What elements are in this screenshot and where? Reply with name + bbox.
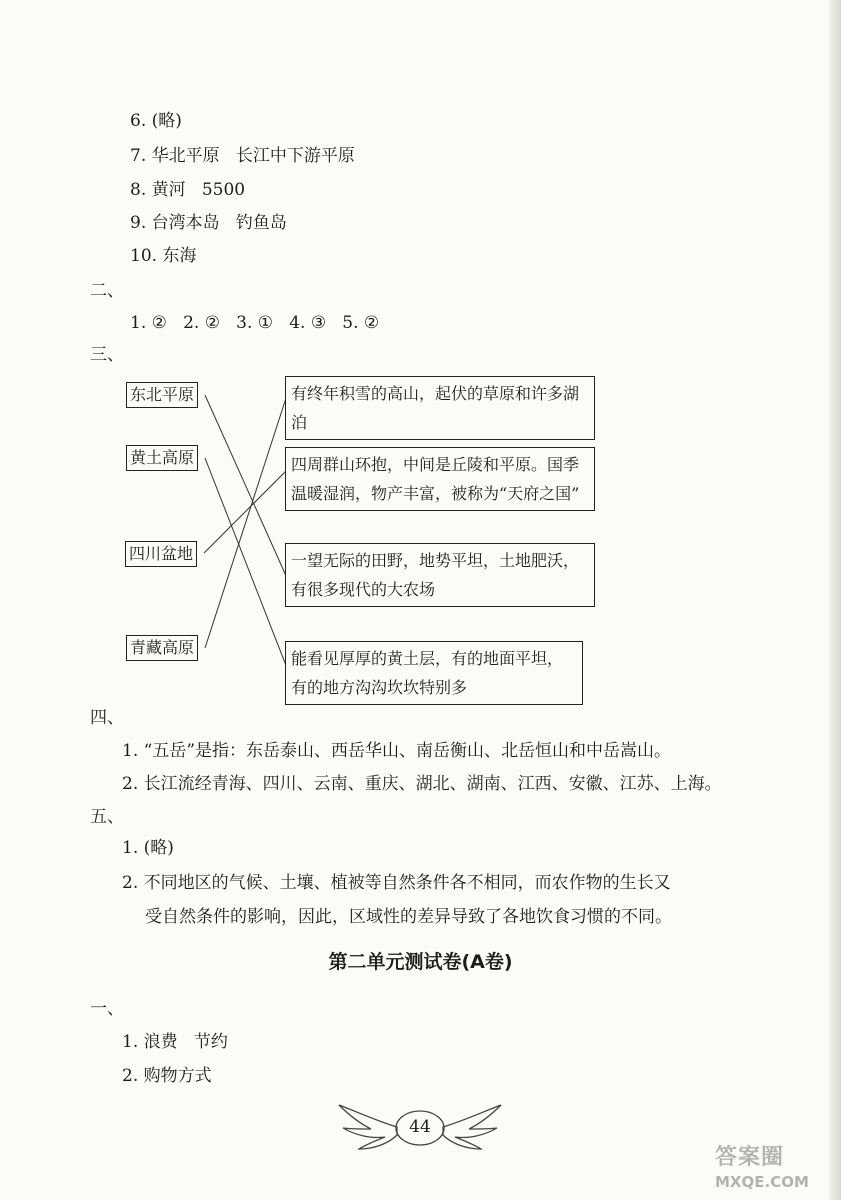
section-5-item-1: 1. (略) — [122, 838, 174, 858]
section-5-item-2-line-1: 2. 不同地区的气候、土壤、植被等自然条件各不相同，而农作物的生长又 — [122, 873, 671, 893]
match-line-loess-plateau — [205, 458, 287, 668]
page-number: 44 — [409, 1117, 431, 1137]
unit-2-test-title: 第二单元测试卷(A卷) — [328, 951, 513, 973]
description-box-land-of-abundance: 四周群山环抱，中间是丘陵和平原。国季温暖湿润，物产丰富，被称为“天府之国” — [285, 447, 595, 511]
answer-item-10: 10. 东海 — [130, 246, 197, 266]
answer-item-9: 9. 台湾本岛 钓鱼岛 — [130, 213, 287, 233]
scan-page-edge — [829, 0, 841, 1200]
match-line-sichuan-basin — [204, 470, 287, 553]
unit-2-item-1: 1. 浪费 节约 — [122, 1032, 228, 1052]
region-box-northeast-plain: 东北平原 — [126, 382, 198, 408]
answer-item-6: 6. (略) — [130, 111, 182, 131]
section-4-item-1: 1. “五岳”是指：东岳泰山、西岳华山、南岳衡山、北岳恒山和中岳嵩山。 — [122, 741, 672, 761]
unit-2-item-2: 2. 购物方式 — [122, 1066, 212, 1086]
description-box-loess-layer: 能看见厚厚的黄土层，有的地面平坦，有的地方沟沟坎坎特别多 — [285, 641, 583, 705]
match-line-tibet-plateau — [205, 395, 287, 648]
watermark-url: MXQE.COM — [715, 1173, 809, 1191]
section-5-heading: 五、 — [90, 807, 124, 827]
answer-item-7: 7. 华北平原 长江中下游平原 — [130, 146, 355, 166]
description-box-snow-mountains: 有终年积雪的高山，起伏的草原和许多湖泊 — [285, 376, 595, 440]
unit-2-section-1-heading: 一、 — [90, 999, 124, 1019]
region-box-loess-plateau: 黄土高原 — [126, 445, 198, 471]
watermark-logo — [715, 1140, 835, 1192]
section-3-heading: 三、 — [90, 345, 124, 365]
region-box-tibet-plateau: 青藏高原 — [126, 635, 198, 661]
section-4-heading: 四、 — [90, 708, 124, 728]
answer-item-8: 8. 黄河 5500 — [130, 180, 246, 200]
section-5-item-2-line-2: 受自然条件的影响，因此，区域性的差异导致了各地饮食习惯的不同。 — [145, 907, 672, 927]
description-box-fertile-fields: 一望无际的田野，地势平坦，土地肥沃，有很多现代的大农场 — [285, 543, 595, 607]
watermark-mark: 答案圈 — [715, 1145, 785, 1170]
region-box-sichuan-basin: 四川盆地 — [125, 541, 197, 567]
section-2-heading: 二、 — [90, 281, 124, 301]
match-line-northeast-plain — [205, 395, 287, 578]
section-2-answers: 1. ② 2. ② 3. ① 4. ③ 5. ② — [130, 313, 380, 333]
section-4-item-2: 2. 长江流经青海、四川、云南、重庆、湖北、湖南、江西、安徽、江苏、上海。 — [122, 774, 722, 794]
